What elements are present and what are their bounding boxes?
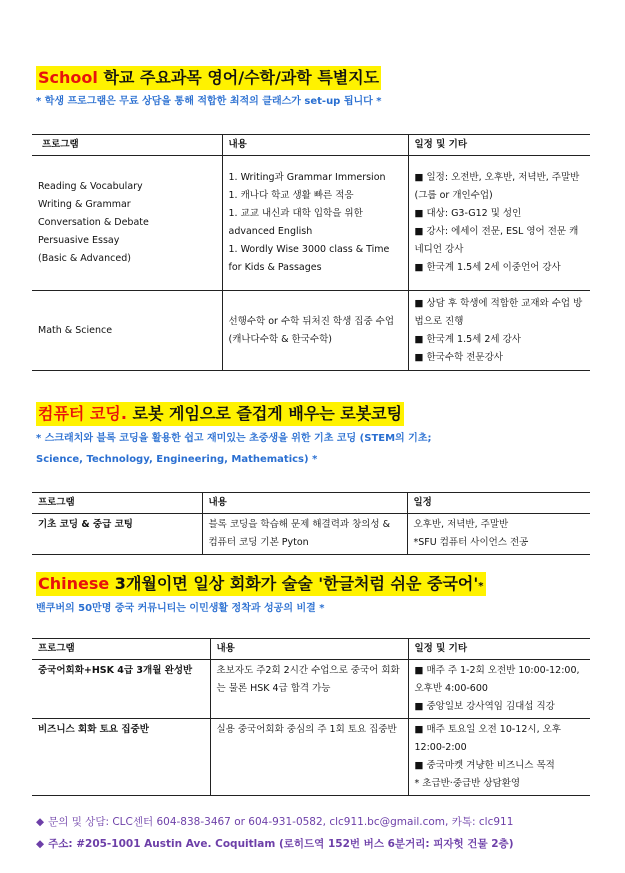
contact-inquiry-text: 문의 및 상담: CLC센터 604-838-3467 or 604-931-0582, clc911.bc@gmail.com, 카톡: clc911 — [48, 816, 514, 828]
table-header-row — [32, 135, 590, 156]
program-line: 비즈니스 회화 토요 집중반 — [38, 724, 149, 735]
program-cell — [32, 514, 202, 555]
schedule-cell — [407, 514, 590, 555]
section2-subtitle-line: * 스크래치와 블록 코딩을 활용한 쉽고 재미있는 초중생을 위한 기초 코딩 (STEM의 기초; — [36, 433, 432, 444]
table-header: 프로그램 — [32, 135, 222, 156]
section1-title-rest: 학교 주요과목 영어/수학/과학 특별지도 — [97, 68, 380, 87]
section1-title-highlight: School — [38, 68, 98, 87]
section1-title — [36, 66, 381, 90]
table-header-row — [32, 493, 590, 514]
diamond-bullet-icon: ◆ — [36, 816, 45, 828]
section2-subtitle-line: Science, Technology, Engineering, Mathematics) * — [36, 454, 318, 465]
table-header: 내용 — [222, 135, 408, 156]
table-header: 프로그램 — [32, 639, 210, 660]
program-cell — [32, 291, 222, 371]
content-line: 초보자도 주2회 2시간 수업으로 중국어 회화는 물론 HSK 4급 합격 가능 — [216, 665, 400, 694]
table-row — [32, 514, 590, 555]
schedule-line: *SFU 컴퓨터 사이언스 전공 — [413, 537, 529, 548]
section3-title-tail: * — [478, 581, 484, 592]
contact-inquiry — [36, 812, 513, 832]
section2-title-highlight: 컴퓨터 코딩. — [38, 404, 127, 423]
schedule-line: ■ 중국마켓 겨냥한 비즈니스 목적 — [414, 760, 555, 771]
section3-subtitle: 밴쿠버의 50만명 중국 커뮤니티는 이민생활 정착과 성공의 비결 * — [36, 603, 325, 614]
section3-title-rest: 3개월이면 일상 회화가 술술 '한글처럼 쉬운 중국어' — [109, 574, 479, 593]
program-line: Math & Science — [38, 324, 113, 336]
schedule-line: ■ 일정: 오전반, 오후반, 저녁반, 주말반 (그룹 or 개인수업) — [414, 172, 580, 201]
content-line: 블록 코딩을 학습해 문제 해결력과 창의성 & 컴퓨터 코딩 기본 Pyton — [208, 519, 391, 548]
section2-title — [36, 402, 404, 426]
section1-table — [32, 134, 590, 371]
schedule-line: 오후반, 저녁반, 주말반 — [413, 519, 509, 530]
schedule-cell — [408, 719, 590, 796]
program-cell — [32, 660, 210, 719]
schedule-cell — [408, 156, 590, 291]
diamond-bullet-icon: ◆ — [36, 838, 45, 850]
program-cell — [32, 719, 210, 796]
program-line: (Basic & Advanced) — [38, 253, 131, 264]
schedule-line: ■ 매주 주 1-2회 오전반 10:00-12:00, 오후반 4:00-600 — [414, 665, 580, 694]
section3-table — [32, 638, 590, 796]
table-header: 내용 — [202, 493, 407, 514]
section3-title-highlight: Chinese — [38, 574, 110, 593]
schedule-line: ■ 한국계 1.5세 2세 강사 — [414, 333, 521, 345]
content-cell — [210, 719, 408, 796]
section2-table — [32, 492, 590, 555]
contact-address — [36, 834, 514, 854]
program-line: Conversation & Debate — [38, 217, 149, 228]
schedule-line: ■ 한국계 1.5세 2세 이중언어 강사 — [414, 262, 561, 273]
table-header: 일정 및 기타 — [408, 135, 590, 156]
section1-subtitle: * 학생 프로그램은 무료 상담을 통해 적합한 최적의 클래스가 set-up 됩니다 * — [36, 96, 382, 107]
program-line: 중국어회화+HSK 4급 3개월 완성반 — [38, 665, 193, 676]
table-row — [32, 719, 590, 796]
schedule-line: ■ 강사: 에세이 전문, ESL 영어 전문 캐네디언 강사 — [414, 226, 579, 255]
table-header: 일정 및 기타 — [408, 639, 590, 660]
program-line: Reading & Vocabulary — [38, 181, 143, 192]
content-cell — [202, 514, 407, 555]
schedule-line: ■ 한국수학 전문강사 — [414, 351, 503, 363]
schedule-line: ■ 매주 토요일 오전 10-12시, 오후 12:00-2:00 — [414, 724, 561, 753]
table-header: 프로그램 — [32, 493, 202, 514]
program-line: Persuasive Essay — [38, 235, 120, 246]
table-header: 일정 — [407, 493, 590, 514]
schedule-line: ■ 상담 후 학생에 적합한 교재와 수업 방법으로 진행 — [414, 297, 583, 327]
schedule-cell — [408, 291, 590, 371]
content-line: 1. Wordly Wise 3000 class & Time for Kids & Passages — [228, 244, 390, 273]
content-cell — [222, 291, 408, 371]
table-row — [32, 156, 590, 291]
content-line: 실용 중국어회화 중심의 주 1회 토요 집중반 — [216, 724, 397, 735]
content-line: 1. 교교 내신과 대학 입학을 위한 advanced English — [228, 208, 363, 237]
content-cell — [210, 660, 408, 719]
content-line: 선행수학 or 수학 뒤처진 학생 집중 수업 (캐나다수학 & 한국수학) — [228, 315, 394, 345]
program-line: Writing & Grammar — [38, 199, 131, 210]
program-cell — [32, 156, 222, 291]
schedule-line: * 초급반·중급반 상담환영 — [414, 778, 521, 789]
section2-title-rest: 로봇 게임으로 즐겁게 배우는 로봇코팅 — [126, 404, 403, 423]
contact-address-text: 주소: #205-1001 Austin Ave. Coquitlam (로히드역 152번 버스 6분거리: 피자헛 건물 2층) — [48, 838, 514, 850]
schedule-line: ■ 대상: G3-G12 및 성인 — [414, 208, 522, 219]
table-row — [32, 660, 590, 719]
program-line: 기초 코딩 & 중급 코팅 — [38, 519, 133, 530]
content-line: 1. Writing과 Grammar Immersion — [228, 172, 386, 183]
schedule-line: ■ 중앙일보 강사역임 김대섭 직강 — [414, 701, 555, 712]
table-row — [32, 291, 590, 371]
section3-title — [36, 572, 486, 596]
table-header-row — [32, 639, 590, 660]
content-line: 1. 캐나다 학교 생활 빠른 적응 — [228, 190, 354, 201]
content-cell — [222, 156, 408, 291]
table-header: 내용 — [210, 639, 408, 660]
schedule-cell — [408, 660, 590, 719]
